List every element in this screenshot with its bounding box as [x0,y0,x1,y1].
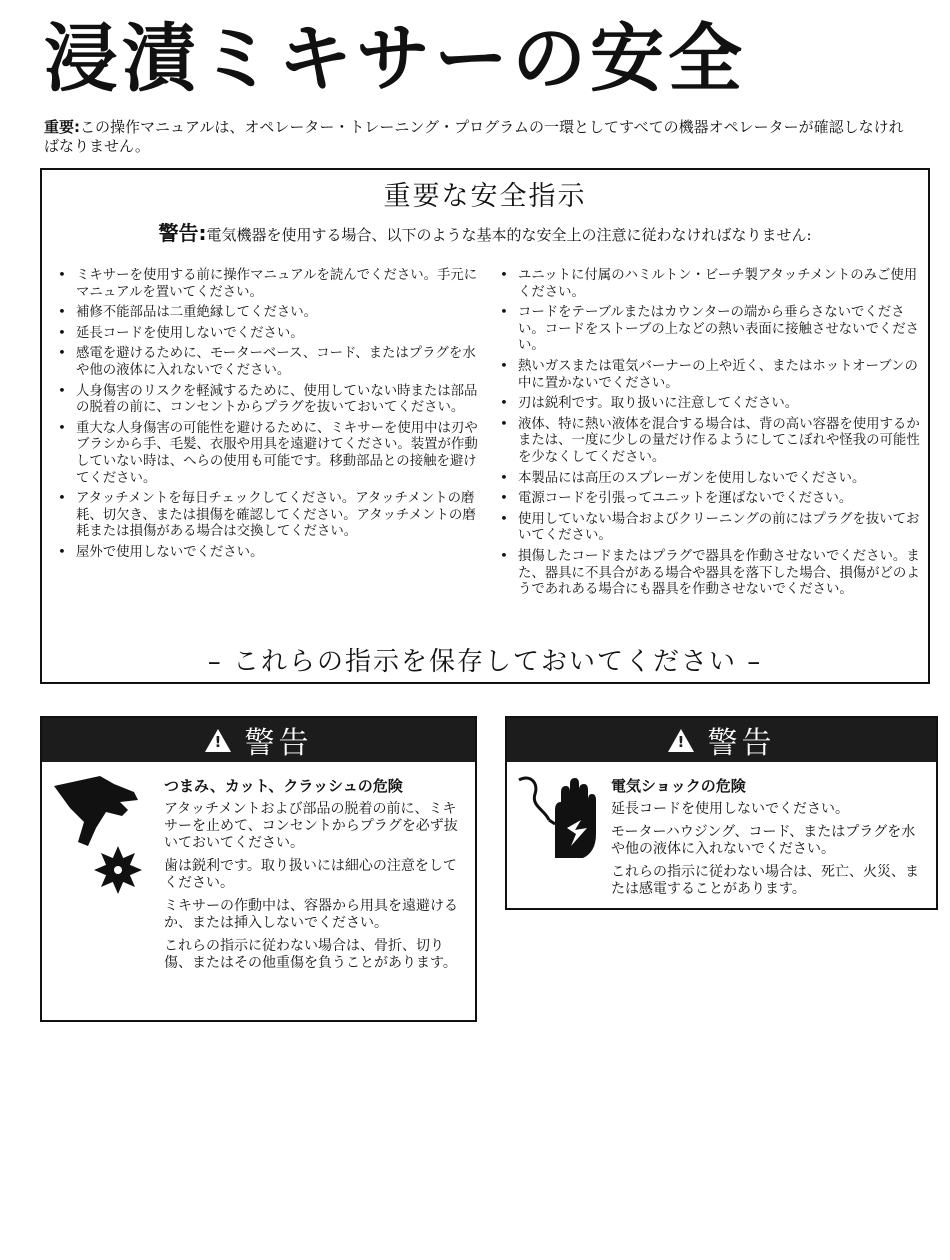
hazard-title: つまみ、カット、クラッシュの危険 [164,777,403,795]
instruction-list-right [496,268,920,603]
warning-triangle-icon: ! [668,729,694,752]
page-title: 浸漬ミキサーの安全 [44,16,746,102]
cut-hazard-text [164,778,464,978]
list-item: • 本製品には高圧のスプレーガンを使用しないでください。 [496,471,920,488]
electric-shock-hand-icon [515,770,601,866]
safety-heading: 重要な安全指示 [383,181,587,212]
warning-header [507,718,936,762]
warning-line [42,217,928,246]
list-item: • コードをテーブルまたはカウンターの端から垂らさないでください。コードをストーブの上などの熱い表面に接触させないでください。 [496,305,920,355]
hazard-paragraph: モーターハウジング、コード、またはプラグを水や他の液体に入れないでください。 [611,824,916,857]
hazard-paragraph: 歯は鋭利です。取り扱いには細心の注意をしてください。 [164,858,457,891]
list-item: • 熱いガスまたは電気バーナーの上や近く、またはホットオーブンの中に置かないでください。 [496,359,920,392]
warning-triangle-icon: ! [205,729,231,752]
list-item: • 感電を避けるために、モーターベース、コード、またはプラグを水や他の液体に入れないでください。 [54,346,478,379]
warning-label: 警告: [158,221,207,245]
intro-note [44,118,904,156]
save-instructions-line: – これらの指示を保存しておいてください – [207,647,763,677]
safety-instructions-box [40,168,930,684]
list-item: • 使用していない場合およびクリーニングの前にはプラグを抜いておいてください。 [496,512,920,545]
cut-hazard-warning-card [40,716,477,1022]
hazard-paragraph: これらの指示に従わない場合は、骨折、切り傷、またはその他重傷を負うことがあります。 [164,938,457,971]
hazard-paragraph: ミキサーの作動中は、容器から用具を遠避けるか、または挿入しないでください。 [164,898,458,931]
list-item: • 重大な人身傷害の可能性を避けるために、ミキサーを使用中は刃やブラシから手、毛髪、衣服や用具を遠避けてください。装置が作動していない時は、へらの使用も可能です。移動部品との接触を避けてください。 [54,421,478,487]
intro-label: 重要: [44,118,80,136]
warning-header-label: 警告 [707,726,776,761]
warning-header-label: 警告 [244,726,313,761]
list-item: • 延長コードを使用しないでください。 [54,326,478,343]
hazard-paragraph: 延長コードを使用しないでください。 [611,801,849,817]
hazard-paragraph: アタッチメントおよび部品の脱着の前に、ミキサーを止めて、コンセントからプラグを必ず抜いておいてください。 [164,801,458,851]
shock-hazard-text [611,778,921,904]
hazard-paragraph: これらの指示に従わない場合は、死亡、火災、または感電することがあります。 [611,864,919,897]
hand-blade-cut-hazard-icon [50,772,150,902]
list-item: • 補修不能部品は二重絶縁してください。 [54,305,478,322]
instruction-list-left [54,268,478,603]
list-item: • 液体、特に熱い液体を混合する場合は、背の高い容器を使用するかまたは、一度に少しの量だけ作るようにしてこぼれや怪我の可能性を少なくしてください。 [496,417,920,467]
hazard-title: 電気ショックの危険 [611,777,746,795]
warning-header [42,718,475,762]
list-item: • 人身傷害のリスクを軽減するために、使用していない時または部品の脱着の前に、コンセントからプラグを抜いておいてください。 [54,384,478,417]
intro-text: この操作マニュアルは、オペレーター・トレーニング・プログラムの一環としてすべての機器オペレーターが確認しなければなりません。 [44,118,904,155]
instruction-columns [54,268,920,603]
list-item: • ユニットに付属のハミルトン・ビーチ製アタッチメントのみご使用ください。 [496,268,920,301]
list-item: • ミキサーを使用する前に操作マニュアルを読んでください。手元にマニュアルを置いてください。 [54,268,478,301]
list-item: • 屋外で使用しないでください。 [54,545,478,562]
list-item: • 損傷したコードまたはプラグで器具を作動させないでください。また、器具に不具合がある場合や器具を落下した場合、損傷がどのようであれある場合にも器具を作動させないでください。 [496,549,920,599]
list-item: • 刃は鋭利です。取り扱いに注意してください。 [496,396,920,413]
electric-shock-warning-card [505,716,938,910]
list-item: • 電源コードを引張ってユニットを運ばないでください。 [496,491,920,508]
list-item: • アタッチメントを毎日チェックしてください。アタッチメントの磨耗、切欠き、または損傷を確認してください。アタッチメントの磨耗または損傷がある場合は交換してください。 [54,491,478,541]
warning-text: 電気機器を使用する場合、以下のような基本的な安全上の注意に従わなければなりません: [206,226,812,244]
